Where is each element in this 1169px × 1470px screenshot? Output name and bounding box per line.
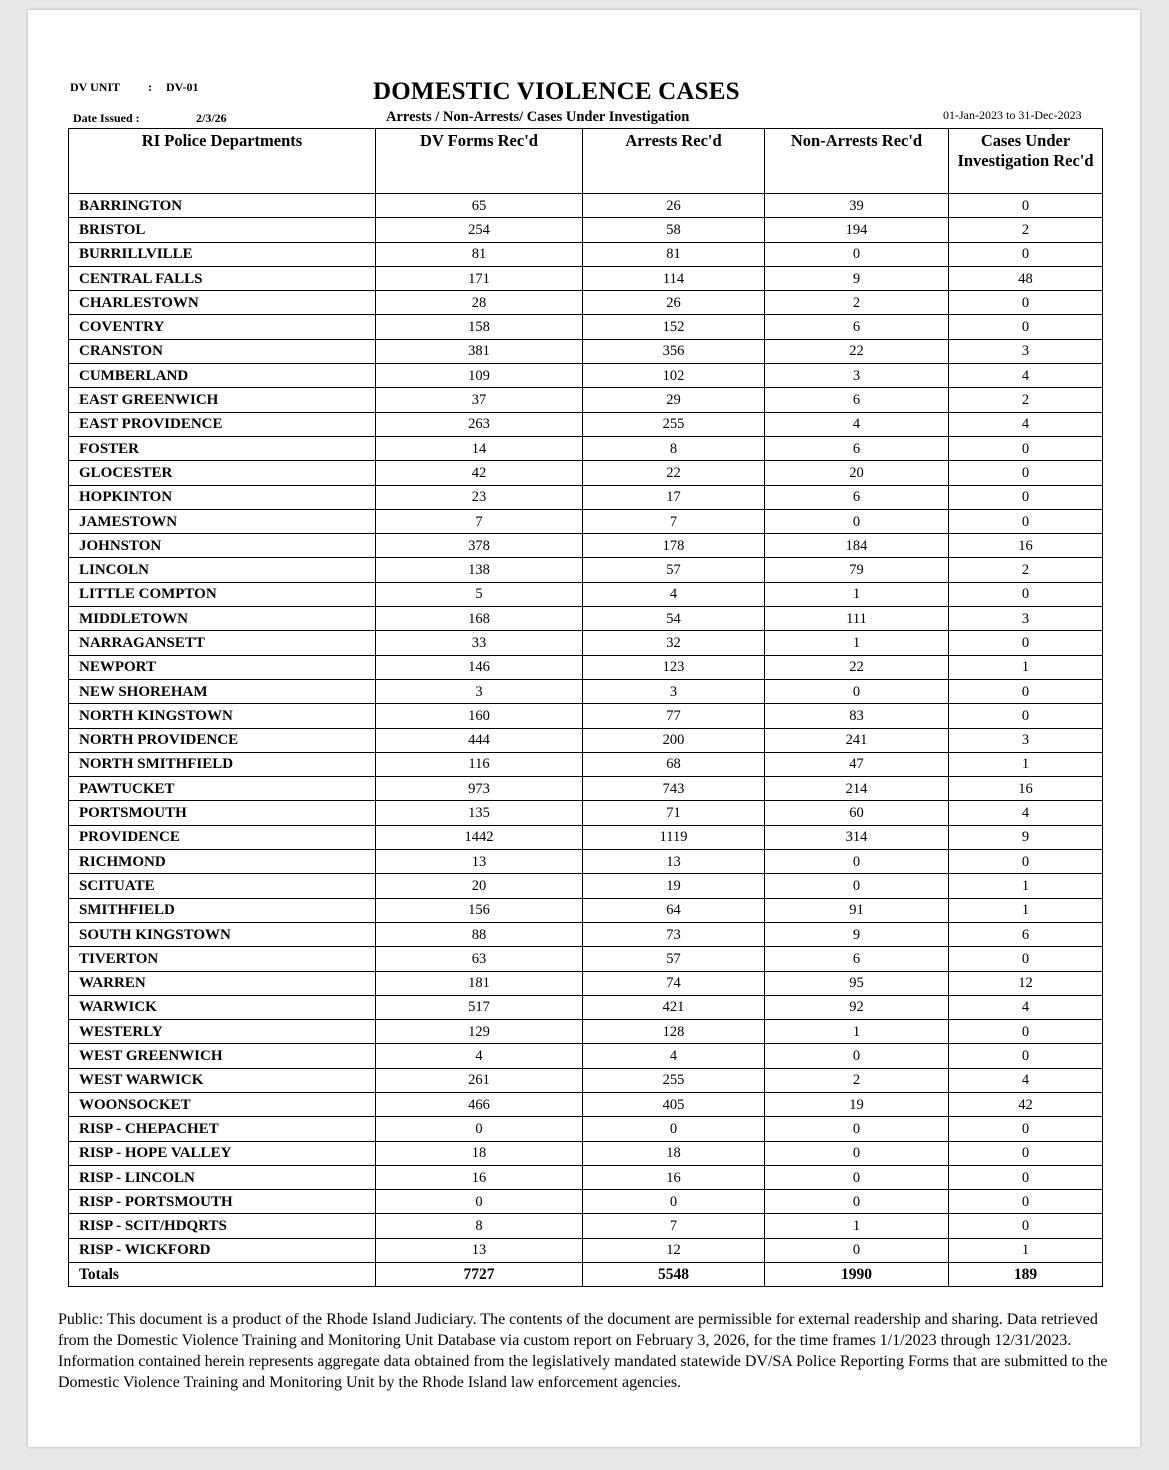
non-arrests-cell: 0	[765, 1044, 949, 1068]
investigation-cell: 16	[949, 777, 1103, 801]
table-row	[69, 436, 1103, 460]
totals-row	[69, 1263, 1103, 1287]
table-row	[69, 364, 1103, 388]
investigation-cell: 6	[949, 922, 1103, 946]
investigation-cell: 3	[949, 728, 1103, 752]
investigation-cell: 1	[949, 1238, 1103, 1262]
department-cell: NORTH SMITHFIELD	[69, 752, 376, 776]
department-cell: GLOCESTER	[69, 461, 376, 485]
dv-forms-cell: 37	[376, 388, 583, 412]
dv-forms-cell: 138	[376, 558, 583, 582]
arrests-cell: 64	[583, 898, 765, 922]
non-arrests-cell: 2	[765, 291, 949, 315]
investigation-cell: 0	[949, 947, 1103, 971]
dv-forms-cell: 33	[376, 631, 583, 655]
department-cell: NEW SHOREHAM	[69, 679, 376, 703]
arrests-cell: 1119	[583, 825, 765, 849]
arrests-cell: 128	[583, 1020, 765, 1044]
arrests-cell: 4	[583, 582, 765, 606]
arrests-cell: 7	[583, 1214, 765, 1238]
dv-forms-cell: 263	[376, 412, 583, 436]
arrests-cell: 12	[583, 1238, 765, 1262]
report-page	[28, 10, 1140, 1447]
table-row	[69, 752, 1103, 776]
department-cell: TIVERTON	[69, 947, 376, 971]
dv-forms-cell: 23	[376, 485, 583, 509]
department-cell: RISP - WICKFORD	[69, 1238, 376, 1262]
department-cell: CRANSTON	[69, 339, 376, 363]
non-arrests-cell: 0	[765, 1190, 949, 1214]
investigation-cell: 0	[949, 436, 1103, 460]
dv-forms-cell: 171	[376, 266, 583, 290]
non-arrests-cell: 47	[765, 752, 949, 776]
footer-note: Public: This document is a product of the Rhode Island Judiciary. The contents of the document are permissible for external readership and sharing. Data retrieved from the Domestic Violence Training and Monitoring Unit Database via custom report on February 3, 2026, for the time frames 1/1/2023 through 12/31/2023. Information contained herein represents aggregate data obtained from the legislatively mandated statewide DV/SA Police Reporting Forms that are submitted to the Domestic Violence Training and Monitoring Unit by the Rhode Island law enforcement agencies.	[58, 1311, 1108, 1391]
table-row	[69, 558, 1103, 582]
non-arrests-cell: 9	[765, 266, 949, 290]
table-row	[69, 1117, 1103, 1141]
dv-forms-cell: 517	[376, 995, 583, 1019]
department-cell: FOSTER	[69, 436, 376, 460]
investigation-cell: 1	[949, 655, 1103, 679]
investigation-cell: 42	[949, 1092, 1103, 1116]
dv-forms-cell: 8	[376, 1214, 583, 1238]
investigation-cell: 4	[949, 364, 1103, 388]
table-row	[69, 655, 1103, 679]
non-arrests-cell: 0	[765, 874, 949, 898]
investigation-cell: 9	[949, 825, 1103, 849]
date-issued-value: 2/3/26	[196, 111, 227, 125]
investigation-cell: 2	[949, 388, 1103, 412]
investigation-cell: 4	[949, 412, 1103, 436]
non-arrests-cell: 314	[765, 825, 949, 849]
table-row	[69, 679, 1103, 703]
arrests-cell: 421	[583, 995, 765, 1019]
table-row	[69, 534, 1103, 558]
department-cell: LINCOLN	[69, 558, 376, 582]
dv-forms-cell: 63	[376, 947, 583, 971]
department-cell: SOUTH KINGSTOWN	[69, 922, 376, 946]
table-row	[69, 922, 1103, 946]
department-cell: RISP - HOPE VALLEY	[69, 1141, 376, 1165]
arrests-cell: 16	[583, 1165, 765, 1189]
dv-forms-cell: 109	[376, 364, 583, 388]
non-arrests-cell: 4	[765, 412, 949, 436]
department-cell: JAMESTOWN	[69, 509, 376, 533]
department-cell: RISP - PORTSMOUTH	[69, 1190, 376, 1214]
investigation-cell: 0	[949, 631, 1103, 655]
non-arrests-cell: 39	[765, 194, 949, 218]
table-row	[69, 218, 1103, 242]
dv-forms-cell: 13	[376, 850, 583, 874]
non-arrests-cell: 3	[765, 364, 949, 388]
non-arrests-cell: 214	[765, 777, 949, 801]
cases-table	[68, 128, 1103, 1287]
department-cell: PORTSMOUTH	[69, 801, 376, 825]
non-arrests-cell: 91	[765, 898, 949, 922]
totals-label: Totals	[69, 1263, 376, 1287]
date-issued-label: Date Issued :	[73, 111, 140, 125]
non-arrests-cell: 0	[765, 679, 949, 703]
arrests-cell: 4	[583, 1044, 765, 1068]
investigation-cell: 2	[949, 558, 1103, 582]
arrests-cell: 13	[583, 850, 765, 874]
dv-forms-cell: 254	[376, 218, 583, 242]
investigation-cell: 3	[949, 607, 1103, 631]
table-row	[69, 582, 1103, 606]
non-arrests-cell: 2	[765, 1068, 949, 1092]
non-arrests-cell: 0	[765, 242, 949, 266]
department-cell: WESTERLY	[69, 1020, 376, 1044]
column-header-arrests: Arrests Rec'd	[583, 129, 765, 194]
table-header-row	[69, 129, 1103, 194]
table-row	[69, 631, 1103, 655]
table-row	[69, 339, 1103, 363]
table-row	[69, 1068, 1103, 1092]
department-cell: CHARLESTOWN	[69, 291, 376, 315]
non-arrests-cell: 6	[765, 485, 949, 509]
column-header-department: RI Police Departments	[69, 129, 376, 194]
non-arrests-cell: 0	[765, 1238, 949, 1262]
department-cell: RISP - SCIT/HDQRTS	[69, 1214, 376, 1238]
department-cell: NARRAGANSETT	[69, 631, 376, 655]
arrests-cell: 356	[583, 339, 765, 363]
arrests-cell: 26	[583, 291, 765, 315]
department-cell: EAST GREENWICH	[69, 388, 376, 412]
department-cell: NEWPORT	[69, 655, 376, 679]
dv-forms-cell: 1442	[376, 825, 583, 849]
arrests-cell: 3	[583, 679, 765, 703]
investigation-cell: 0	[949, 1190, 1103, 1214]
investigation-cell: 4	[949, 1068, 1103, 1092]
table-row	[69, 315, 1103, 339]
dv-forms-cell: 18	[376, 1141, 583, 1165]
column-header-investigation: Cases Under Investigation Rec'd	[949, 129, 1103, 194]
non-arrests-cell: 1	[765, 631, 949, 655]
investigation-cell: 0	[949, 194, 1103, 218]
non-arrests-cell: 9	[765, 922, 949, 946]
table-row	[69, 607, 1103, 631]
arrests-cell: 68	[583, 752, 765, 776]
dv-forms-cell: 156	[376, 898, 583, 922]
non-arrests-cell: 0	[765, 1165, 949, 1189]
dv-forms-cell: 129	[376, 1020, 583, 1044]
dv-forms-cell: 381	[376, 339, 583, 363]
dv-forms-cell: 261	[376, 1068, 583, 1092]
department-cell: RISP - LINCOLN	[69, 1165, 376, 1189]
arrests-cell: 743	[583, 777, 765, 801]
arrests-cell: 58	[583, 218, 765, 242]
investigation-cell: 0	[949, 1214, 1103, 1238]
non-arrests-cell: 0	[765, 850, 949, 874]
unit-label: DV UNIT	[70, 80, 121, 94]
non-arrests-cell: 6	[765, 947, 949, 971]
department-cell: LITTLE COMPTON	[69, 582, 376, 606]
non-arrests-cell: 22	[765, 339, 949, 363]
department-cell: JOHNSTON	[69, 534, 376, 558]
dv-forms-cell: 81	[376, 242, 583, 266]
investigation-cell: 0	[949, 242, 1103, 266]
investigation-cell: 4	[949, 801, 1103, 825]
table-row	[69, 461, 1103, 485]
non-arrests-cell: 184	[765, 534, 949, 558]
non-arrests-cell: 6	[765, 315, 949, 339]
dv-forms-cell: 7	[376, 509, 583, 533]
arrests-cell: 200	[583, 728, 765, 752]
department-cell: WARREN	[69, 971, 376, 995]
investigation-cell: 48	[949, 266, 1103, 290]
table-row	[69, 704, 1103, 728]
non-arrests-cell: 1	[765, 1214, 949, 1238]
non-arrests-cell: 0	[765, 1141, 949, 1165]
dv-forms-cell: 88	[376, 922, 583, 946]
department-cell: SCITUATE	[69, 874, 376, 898]
non-arrests-cell: 20	[765, 461, 949, 485]
non-arrests-cell: 241	[765, 728, 949, 752]
arrests-cell: 19	[583, 874, 765, 898]
investigation-cell: 0	[949, 1165, 1103, 1189]
arrests-cell: 32	[583, 631, 765, 655]
table-row	[69, 242, 1103, 266]
arrests-cell: 405	[583, 1092, 765, 1116]
department-cell: WEST GREENWICH	[69, 1044, 376, 1068]
department-cell: WOONSOCKET	[69, 1092, 376, 1116]
arrests-cell: 18	[583, 1141, 765, 1165]
department-cell: CUMBERLAND	[69, 364, 376, 388]
dv-forms-cell: 3	[376, 679, 583, 703]
non-arrests-cell: 6	[765, 436, 949, 460]
total-non-arrests-cell: 1990	[765, 1263, 949, 1287]
table-row	[69, 1238, 1103, 1262]
investigation-cell: 0	[949, 315, 1103, 339]
report-title: DOMESTIC VIOLENCE CASES	[373, 78, 740, 105]
arrests-cell: 0	[583, 1117, 765, 1141]
table-row	[69, 874, 1103, 898]
report-subtitle: Arrests / Non-Arrests/ Cases Under Investigation	[386, 109, 690, 125]
arrests-cell: 73	[583, 922, 765, 946]
non-arrests-cell: 83	[765, 704, 949, 728]
arrests-cell: 77	[583, 704, 765, 728]
dv-forms-cell: 146	[376, 655, 583, 679]
non-arrests-cell: 6	[765, 388, 949, 412]
dv-forms-cell: 28	[376, 291, 583, 315]
table-row	[69, 898, 1103, 922]
department-cell: COVENTRY	[69, 315, 376, 339]
dv-forms-cell: 181	[376, 971, 583, 995]
department-cell: HOPKINTON	[69, 485, 376, 509]
arrests-cell: 74	[583, 971, 765, 995]
table-row	[69, 388, 1103, 412]
dv-forms-cell: 160	[376, 704, 583, 728]
investigation-cell: 0	[949, 291, 1103, 315]
department-cell: PROVIDENCE	[69, 825, 376, 849]
arrests-cell: 29	[583, 388, 765, 412]
investigation-cell: 3	[949, 339, 1103, 363]
arrests-cell: 255	[583, 412, 765, 436]
dv-forms-cell: 4	[376, 1044, 583, 1068]
table-row	[69, 291, 1103, 315]
department-cell: EAST PROVIDENCE	[69, 412, 376, 436]
unit-separator: :	[148, 80, 152, 94]
non-arrests-cell: 194	[765, 218, 949, 242]
non-arrests-cell: 19	[765, 1092, 949, 1116]
department-cell: WEST WARWICK	[69, 1068, 376, 1092]
department-cell: CENTRAL FALLS	[69, 266, 376, 290]
non-arrests-cell: 60	[765, 801, 949, 825]
arrests-cell: 81	[583, 242, 765, 266]
investigation-cell: 2	[949, 218, 1103, 242]
investigation-cell: 0	[949, 704, 1103, 728]
non-arrests-cell: 79	[765, 558, 949, 582]
dv-forms-cell: 42	[376, 461, 583, 485]
column-header-non-arrests: Non-Arrests Rec'd	[765, 129, 949, 194]
table-body	[69, 194, 1103, 1287]
dv-forms-cell: 14	[376, 436, 583, 460]
non-arrests-cell: 95	[765, 971, 949, 995]
table-row	[69, 194, 1103, 218]
total-dv-forms-cell: 7727	[376, 1263, 583, 1287]
table-row	[69, 1092, 1103, 1116]
dv-forms-cell: 168	[376, 607, 583, 631]
non-arrests-cell: 0	[765, 1117, 949, 1141]
arrests-cell: 22	[583, 461, 765, 485]
dv-forms-cell: 5	[376, 582, 583, 606]
table-row	[69, 1020, 1103, 1044]
investigation-cell: 0	[949, 679, 1103, 703]
non-arrests-cell: 111	[765, 607, 949, 631]
total-investigation-cell: 189	[949, 1263, 1103, 1287]
dv-forms-cell: 135	[376, 801, 583, 825]
department-cell: WARWICK	[69, 995, 376, 1019]
department-cell: BARRINGTON	[69, 194, 376, 218]
non-arrests-cell: 22	[765, 655, 949, 679]
arrests-cell: 102	[583, 364, 765, 388]
table-row	[69, 412, 1103, 436]
dv-forms-cell: 0	[376, 1190, 583, 1214]
arrests-cell: 114	[583, 266, 765, 290]
table-row	[69, 1165, 1103, 1189]
table-row	[69, 485, 1103, 509]
table-row	[69, 777, 1103, 801]
department-cell: MIDDLETOWN	[69, 607, 376, 631]
arrests-cell: 0	[583, 1190, 765, 1214]
dv-forms-cell: 20	[376, 874, 583, 898]
arrests-cell: 26	[583, 194, 765, 218]
investigation-cell: 0	[949, 1117, 1103, 1141]
department-cell: NORTH PROVIDENCE	[69, 728, 376, 752]
non-arrests-cell: 0	[765, 509, 949, 533]
dv-forms-cell: 466	[376, 1092, 583, 1116]
investigation-cell: 0	[949, 509, 1103, 533]
column-header-dv-forms: DV Forms Rec'd	[376, 129, 583, 194]
arrests-cell: 255	[583, 1068, 765, 1092]
investigation-cell: 12	[949, 971, 1103, 995]
investigation-cell: 0	[949, 1020, 1103, 1044]
investigation-cell: 4	[949, 995, 1103, 1019]
investigation-cell: 0	[949, 1141, 1103, 1165]
department-cell: RICHMOND	[69, 850, 376, 874]
arrests-cell: 7	[583, 509, 765, 533]
investigation-cell: 1	[949, 752, 1103, 776]
dv-forms-cell: 116	[376, 752, 583, 776]
department-cell: SMITHFIELD	[69, 898, 376, 922]
table-row	[69, 1044, 1103, 1068]
department-cell: BURRILLVILLE	[69, 242, 376, 266]
investigation-cell: 0	[949, 850, 1103, 874]
table-row	[69, 825, 1103, 849]
arrests-cell: 54	[583, 607, 765, 631]
arrests-cell: 71	[583, 801, 765, 825]
dv-forms-cell: 0	[376, 1117, 583, 1141]
department-cell: PAWTUCKET	[69, 777, 376, 801]
investigation-cell: 0	[949, 582, 1103, 606]
arrests-cell: 152	[583, 315, 765, 339]
table-row	[69, 850, 1103, 874]
dv-forms-cell: 16	[376, 1165, 583, 1189]
table-row	[69, 266, 1103, 290]
investigation-cell: 1	[949, 898, 1103, 922]
dv-forms-cell: 158	[376, 315, 583, 339]
table-row	[69, 995, 1103, 1019]
table-row	[69, 801, 1103, 825]
table-row	[69, 1214, 1103, 1238]
table-row	[69, 728, 1103, 752]
arrests-cell: 57	[583, 558, 765, 582]
dv-forms-cell: 444	[376, 728, 583, 752]
dv-forms-cell: 973	[376, 777, 583, 801]
investigation-cell: 0	[949, 1044, 1103, 1068]
investigation-cell: 16	[949, 534, 1103, 558]
table-row	[69, 1141, 1103, 1165]
investigation-cell: 1	[949, 874, 1103, 898]
arrests-cell: 123	[583, 655, 765, 679]
dv-forms-cell: 65	[376, 194, 583, 218]
table-row	[69, 947, 1103, 971]
table-row	[69, 1190, 1103, 1214]
date-range: 01-Jan-2023 to 31-Dec-2023	[943, 108, 1082, 122]
dv-forms-cell: 13	[376, 1238, 583, 1262]
dv-forms-cell: 378	[376, 534, 583, 558]
department-cell: RISP - CHEPACHET	[69, 1117, 376, 1141]
investigation-cell: 0	[949, 485, 1103, 509]
arrests-cell: 57	[583, 947, 765, 971]
total-arrests-cell: 5548	[583, 1263, 765, 1287]
non-arrests-cell: 92	[765, 995, 949, 1019]
arrests-cell: 17	[583, 485, 765, 509]
arrests-cell: 178	[583, 534, 765, 558]
table-row	[69, 509, 1103, 533]
unit-value: DV-01	[166, 80, 199, 94]
department-cell: NORTH KINGSTOWN	[69, 704, 376, 728]
non-arrests-cell: 1	[765, 1020, 949, 1044]
non-arrests-cell: 1	[765, 582, 949, 606]
table-row	[69, 971, 1103, 995]
arrests-cell: 8	[583, 436, 765, 460]
investigation-cell: 0	[949, 461, 1103, 485]
department-cell: BRISTOL	[69, 218, 376, 242]
